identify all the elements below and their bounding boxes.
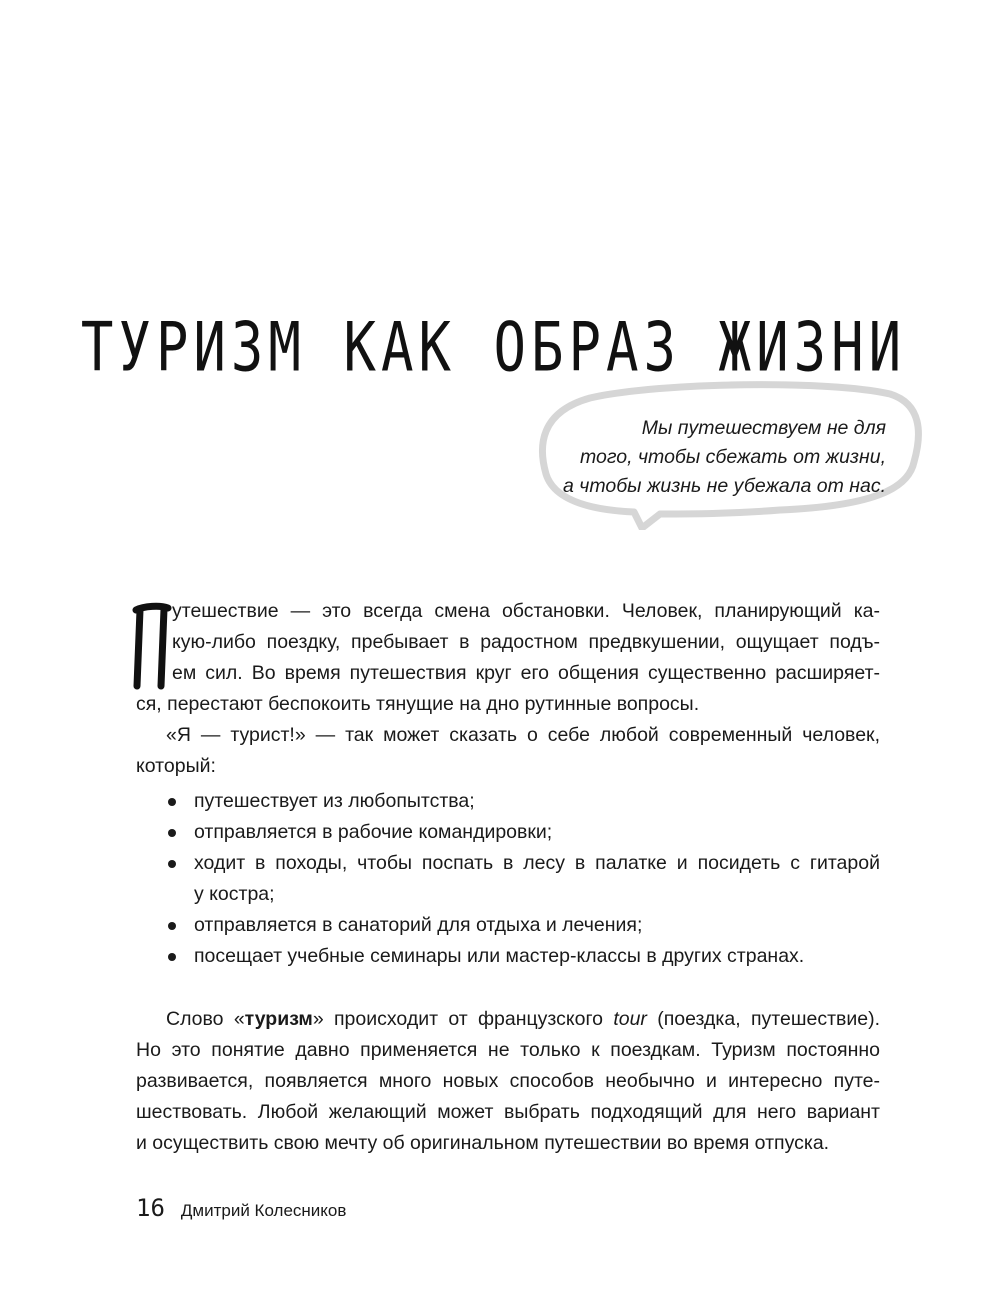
- paragraph-line: который:: [136, 755, 216, 777]
- list-item-text: у костра;: [194, 883, 275, 905]
- text-fragment: Слово «: [166, 1008, 245, 1030]
- epigraph-line: Мы путешествуем не для: [641, 417, 886, 439]
- text-fragment: » происходит от французского: [312, 1008, 614, 1030]
- intro-line: ся, перестают беспокоить тянущие на дно рутинные вопросы.: [136, 693, 700, 715]
- paragraph-line: «Я — турист!» — так может сказать о себе любой современный человек,: [166, 724, 880, 746]
- intro-line: кую-либо поездку, пребывает в радостном предвкушении, ощущает подъ-: [172, 631, 880, 653]
- list-item-text: отправляется в рабочие командировки;: [194, 821, 553, 843]
- bold-term: туризм: [244, 1008, 313, 1030]
- page-footer: [136, 1194, 346, 1222]
- tourist-paragraph: [136, 720, 880, 782]
- list-item-text: путешествует из любопытства;: [194, 790, 475, 812]
- list-item: [136, 910, 880, 941]
- list-item-text: посещает учебные семинары или мастер-классы в других странах.: [194, 945, 805, 967]
- paragraph-line: развивается, появляется много новых способов необычно и интересно путе-: [136, 1070, 880, 1092]
- page-number: 16: [136, 1194, 165, 1222]
- bullet-icon: [168, 860, 176, 868]
- author-name: Дмитрий Колесников: [180, 1201, 347, 1220]
- bullet-icon: [168, 953, 176, 961]
- bullet-icon: [168, 829, 176, 837]
- list-item: [136, 786, 880, 817]
- text-fragment: (поездка, путешествие).: [646, 1008, 881, 1030]
- bullet-list: [136, 786, 880, 972]
- list-item: [136, 941, 880, 972]
- paragraph-line: [136, 1004, 880, 1035]
- intro-paragraph: [136, 596, 880, 720]
- list-item: [136, 817, 880, 848]
- chapter-title: ТУРИЗМ КАК ОБРАЗ ЖИЗНИ: [80, 308, 907, 387]
- bullet-icon: [168, 922, 176, 930]
- italic-term: tour: [613, 1008, 647, 1030]
- epigraph-line: а чтобы жизнь не убежала от нас.: [562, 475, 886, 497]
- epigraph-line: того, чтобы сбежать от жизни,: [580, 446, 886, 468]
- drop-cap-letter: [132, 600, 172, 690]
- paragraph-line: и осуществить свою мечту об оригинальном путешествии во время отпуска.: [136, 1132, 830, 1154]
- list-item-text: ходит в походы, чтобы поспать в лесу в палатке и посидеть с гитарой: [194, 852, 880, 874]
- word-origin-paragraph: [136, 1004, 880, 1159]
- paragraph-line: шествовать. Любой желающий может выбрать подходящий для него вариант: [136, 1101, 880, 1123]
- epigraph-speech-bubble: [530, 378, 922, 530]
- bullet-icon: [168, 798, 176, 806]
- epigraph-text: [526, 414, 886, 501]
- paragraph-line: Но это понятие давно применяется не только к поездкам. Туризм постоянно: [136, 1039, 880, 1061]
- intro-line: утешествие — это всегда смена обстановки. Человек, планирующий ка-: [172, 600, 880, 622]
- intro-line: ем сил. Во время путешествия круг его общения существенно расширяет-: [172, 662, 880, 684]
- list-item-text: отправляется в санаторий для отдыха и лечения;: [194, 914, 643, 936]
- list-item: [136, 848, 880, 910]
